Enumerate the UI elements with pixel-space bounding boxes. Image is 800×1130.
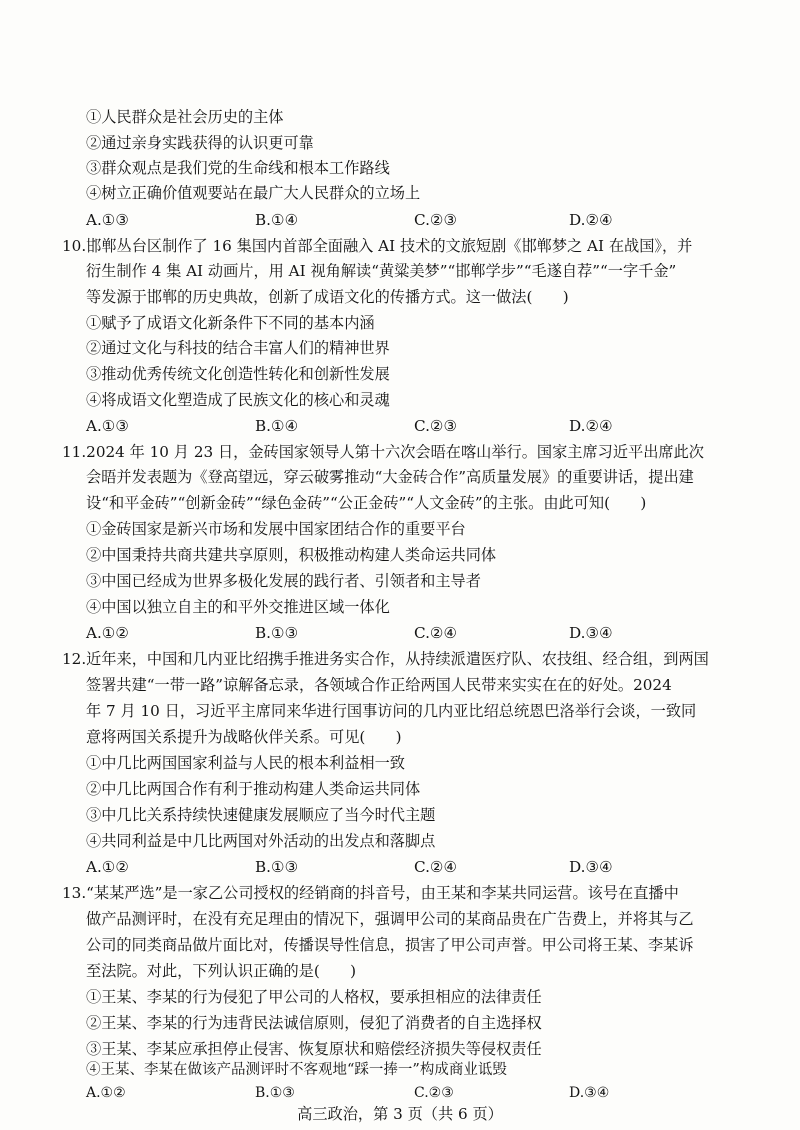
q9-choice-d: D.②④: [569, 211, 613, 229]
q10-choice-c: C.②③: [414, 417, 458, 435]
q9-option-4: ④树立正确价值观要站在最广大人民群众的立场上: [86, 184, 421, 202]
q13-choice-a: A.①②: [86, 1085, 126, 1101]
q13-stem-line-3: 公司的同类商品做片面比对，传播误导性信息，损害了甲公司声誉。甲公司将王某、李某诉: [86, 936, 694, 954]
q13-choice-d: D.③④: [569, 1085, 610, 1101]
q10-option-4: ④将成语文化塑造成了民族文化的核心和灵魂: [86, 391, 390, 409]
q12-choice-d: D.③④: [569, 858, 613, 876]
q12-stem-line-4: 意将两国关系提升为战略伙伴关系。可见( ): [86, 728, 402, 746]
q11-choice-a: A.①②: [86, 624, 130, 642]
q12-option-4: ④共同利益是中几比两国对外活动的出发点和落脚点: [86, 832, 436, 850]
q11-option-3: ③中国已经成为世界多极化发展的践行者、引领者和主导者: [86, 572, 481, 590]
q13-stem-line-1: 13.“某某严选”是一家乙公司授权的经销商的抖音号，由王某和李某共同运营。该号在直播中: [62, 884, 679, 902]
q13-choice-c: C.②③: [414, 1085, 454, 1101]
q12-choice-b: B.①③: [255, 858, 299, 876]
q10-stem-line-2: 衍生制作 4 集 AI 动画片，用 AI 视角解读“黄粱美梦”“邯郸学步”“毛遂自荐”“一字千金”: [86, 262, 677, 280]
q9-choice-b: B.①④: [255, 211, 299, 229]
q10-option-1: ①赋予了成语文化新条件下不同的基本内涵: [86, 314, 375, 332]
q10-choice-a: A.①③: [86, 417, 130, 435]
q11-choice-d: D.③④: [569, 624, 613, 642]
q11-choice-b: B.①③: [255, 624, 299, 642]
q11-option-2: ②中国秉持共商共建共享原则，积极推动构建人类命运共同体: [86, 546, 497, 564]
q10-option-2: ②通过文化与科技的结合丰富人们的精神世界: [86, 339, 390, 357]
q11-option-4: ④中国以独立自主的和平外交推进区域一体化: [86, 598, 390, 616]
q12-option-2: ②中几比两国合作有利于推动构建人类命运共同体: [86, 780, 421, 798]
q13-stem-line-2: 做产品测评时，在没有充足理由的情况下，强调甲公司的某商品贵在广告费上，并将其与乙: [86, 910, 694, 928]
q12-stem-line-3: 年 7 月 10 日，习近平主席同来华进行国事访问的几内亚比绍总统恩巴洛举行会谈，一致同: [86, 702, 697, 720]
q10-choice-d: D.②④: [569, 417, 613, 435]
q13-option-3: ③王某、李某应承担停止侵害、恢复原状和赔偿经济损失等侵权责任: [86, 1040, 542, 1058]
q11-stem-line-2: 会晤并发表题为《登高望远，穿云破雾推动“大金砖合作”高质量发展》的重要讲话，提出建: [86, 468, 694, 486]
q9-option-3: ③群众观点是我们党的生命线和根本工作路线: [86, 159, 390, 177]
q9-option-1: ①人民群众是社会历史的主体: [86, 108, 284, 126]
q11-stem-line-1: 11.2024 年 10 月 23 日，金砖国家领导人第十六次会晤在喀山举行。国家主席习近平出席此次: [62, 443, 704, 461]
q10-choice-b: B.①④: [255, 417, 299, 435]
q11-stem-line-3: 设“和平金砖”“创新金砖”“绿色金砖”“公正金砖”“人文金砖”的主张。由此可知( ): [86, 494, 647, 512]
q13-stem-line-4: 至法院。对此，下列认识正确的是( ): [86, 962, 357, 980]
q12-stem-line-1: 12.近年来，中国和几内亚比绍携手推进务实合作，从持续派遣医疗队、农技组、经合组，到两国: [62, 650, 709, 668]
q10-stem-line-3: 等发源于邯郸的历史典故，创新了成语文化的传播方式。这一做法( ): [86, 288, 569, 306]
q12-option-3: ③中几比关系持续快速健康发展顺应了当今时代主题: [86, 806, 436, 824]
q9-choice-a: A.①③: [86, 211, 130, 229]
q11-option-1: ①金砖国家是新兴市场和发展中国家团结合作的重要平台: [86, 520, 466, 538]
q10-option-3: ③推动优秀传统文化创造性转化和创新性发展: [86, 365, 390, 383]
q13-option-4: ④王某、李某在做该产品测评时不客观地“踩一捧一”构成商业诋毁: [86, 1062, 507, 1078]
q12-choice-a: A.①②: [86, 858, 130, 876]
q13-choice-b: B.①③: [255, 1085, 295, 1101]
page-footer: 高三政治，第 3 页（共 6 页）: [297, 1105, 503, 1123]
q12-option-1: ①中几比两国国家利益与人民的根本利益相一致: [86, 754, 405, 772]
q13-option-2: ②王某、李某的行为违背民法诚信原则，侵犯了消费者的自主选择权: [86, 1014, 542, 1032]
q9-choice-c: C.②③: [414, 211, 458, 229]
q10-stem-line-1: 10.邯郸丛台区制作了 16 集国内首部全面融入 AI 技术的文旅短剧《邯郸梦之 AI 在战国》，并: [62, 237, 693, 255]
q12-choice-c: C.②④: [414, 858, 458, 876]
q11-choice-c: C.②④: [414, 624, 458, 642]
q13-option-1: ①王某、李某的行为侵犯了甲公司的人格权，要承担相应的法律责任: [86, 988, 542, 1006]
q9-option-2: ②通过亲身实践获得的认识更可靠: [86, 134, 314, 152]
q12-stem-line-2: 签署共建“一带一路”谅解备忘录，各领域合作正给两国人民带来实实在在的好处。2024: [86, 676, 672, 694]
